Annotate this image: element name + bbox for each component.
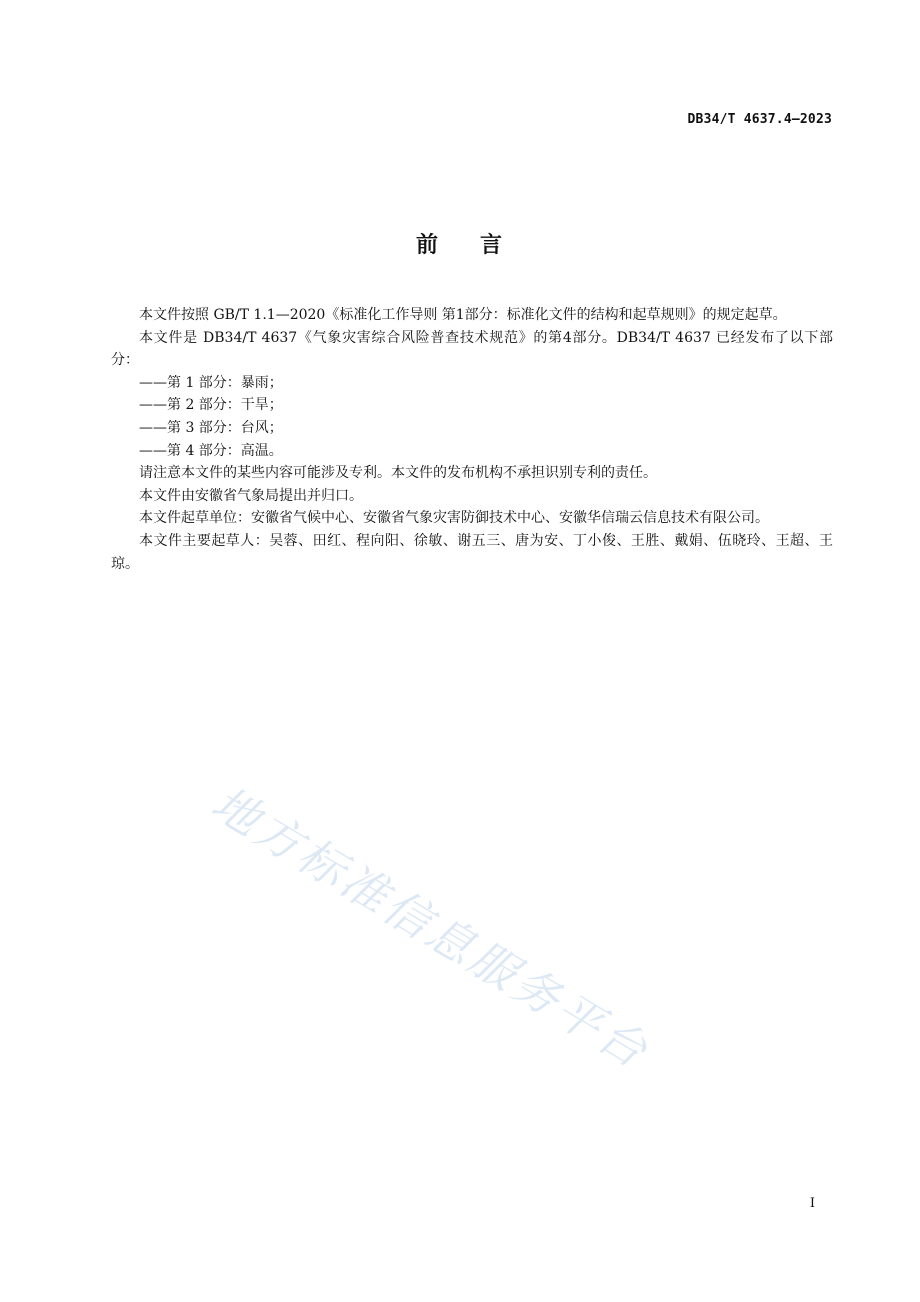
paragraph-drafting-units: 本文件起草单位：安徽省气候中心、安徽省气象灾害防御技术中心、安徽华信瑞云信息技术有限公司。 bbox=[139, 510, 769, 527]
page-title bbox=[0, 228, 920, 259]
document-code: DB34/T 4637.4—2023 bbox=[687, 112, 832, 127]
page-number: I bbox=[809, 1196, 815, 1211]
paragraph-proposer: 本文件由安徽省气象局提出并归口。 bbox=[139, 487, 363, 504]
paragraph-drafters: 本文件主要起草人：吴蓉、田红、程向阳、徐敏、谢五三、唐为安、丁小俊、王胜、戴娟、伍晓玲、王超、王琼。 bbox=[111, 532, 833, 572]
foreword-body bbox=[111, 304, 833, 575]
title-char-1: 前 bbox=[415, 233, 440, 258]
list-item-part-1: ——第 1 部分：暴雨； bbox=[139, 374, 283, 391]
paragraph-part-info: 本文件是 DB34/T 4637《气象灾害综合风险普查技术规范》的第4部分。DB34/T 4637 已经发布了以下部分： bbox=[111, 329, 833, 369]
paragraph-drafting-rules: 本文件按照 GB/T 1.1—2020《标准化工作导则 第1部分：标准化文件的结构和起草规则》的规定起草。 bbox=[139, 307, 787, 323]
title-char-2: 言 bbox=[480, 233, 505, 258]
list-item-part-2: ——第 2 部分：干旱； bbox=[139, 397, 283, 414]
list-item-part-4: ——第 4 部分：高温。 bbox=[139, 442, 283, 459]
watermark: 地方标准信息服务平台 bbox=[202, 775, 659, 1080]
paragraph-patent-notice: 请注意本文件的某些内容可能涉及专利。本文件的发布机构不承担识别专利的责任。 bbox=[139, 465, 657, 482]
list-item-part-3: ——第 3 部分：台风； bbox=[139, 419, 283, 436]
